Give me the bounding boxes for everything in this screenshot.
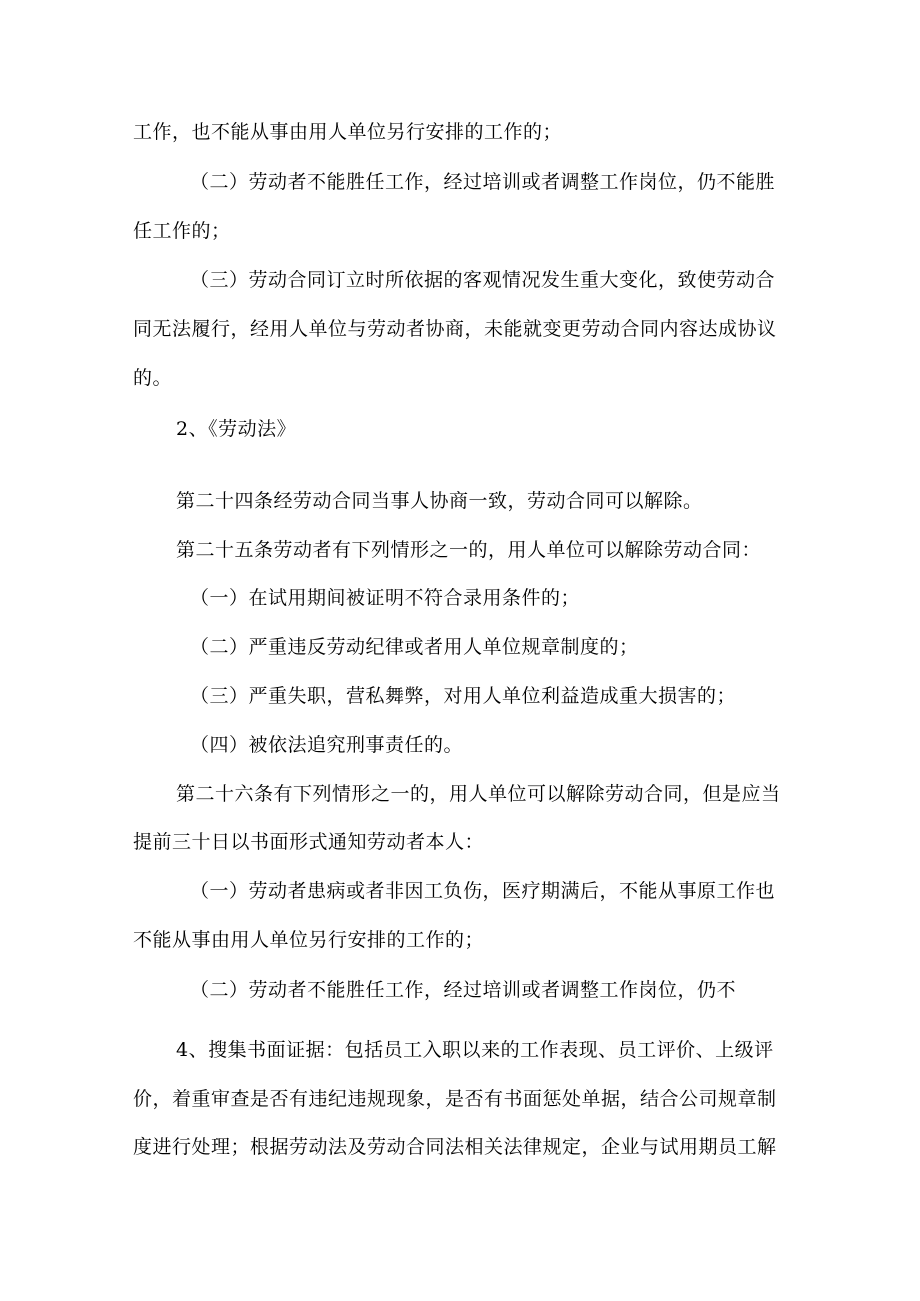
text-line: 不能从事由用人单位另行安排的工作的； <box>133 929 485 951</box>
text-line: （二）严重违反劳动纪律或者用人单位规章制度的； <box>190 636 639 658</box>
text-line: 的。 <box>133 367 173 389</box>
text-line: 4、搜集书面证据：包括员工入职以来的工作表现、员工评价、上级评 <box>176 1039 774 1061</box>
text-line: 任工作的； <box>133 220 231 242</box>
text-line: （二）劳动者不能胜任工作，经过培训或者调整工作岗位，仍不 <box>190 979 737 1001</box>
text-line: 同无法履行，经用人单位与劳动者协商，未能就变更劳动合同内容达成协议 <box>133 318 777 340</box>
text-line: 第二十四条经劳动合同当事人协商一致，劳动合同可以解除。 <box>176 490 703 512</box>
text-line: （三）劳动合同订立时所依据的客观情况发生重大变化，致使劳动合 <box>190 269 776 291</box>
text-line: （三）严重失职，营私舞弊，对用人单位利益造成重大损害的； <box>190 685 737 707</box>
text-line: 第二十五条劳动者有下列情形之一的，用人单位可以解除劳动合同： <box>176 539 762 561</box>
section-heading: 2、《劳动法》 <box>176 418 297 440</box>
text-line: （四）被依法追究刑事责任的。 <box>190 734 464 756</box>
text-line: 提前三十日以书面形式通知劳动者本人： <box>133 831 485 853</box>
text-line: 价，着重审查是否有违纪违规现象，是否有书面惩处单据，结合公司规章制 <box>133 1088 777 1110</box>
text-line: 第二十六条有下列情形之一的，用人单位可以解除劳动合同，但是应当 <box>176 783 781 805</box>
text-line: 度进行处理；根据劳动法及劳动合同法相关法律规定，企业与试用期员工解 <box>133 1136 777 1158</box>
text-line: 工作，也不能从事由用人单位另行安排的工作的； <box>133 121 563 143</box>
text-line: （一）劳动者患病或者非因工负伤，医疗期满后，不能从事原工作也 <box>190 880 776 902</box>
text-line: （一）在试用期间被证明不符合录用条件的； <box>190 587 581 609</box>
text-line: （二）劳动者不能胜任工作，经过培训或者调整工作岗位，仍不能胜 <box>190 171 776 193</box>
